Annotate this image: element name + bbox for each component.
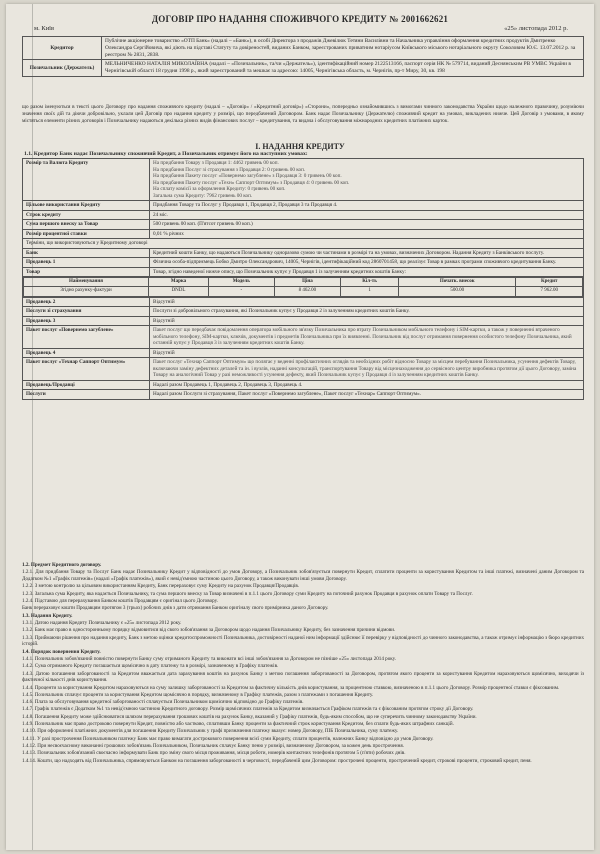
row-label: Послуги зі страхування	[23, 307, 150, 317]
row-label: Розмір та Валюта Кредиту	[23, 159, 150, 201]
body-paragraph: 1.4. Порядок повернення Кредиту.	[22, 648, 101, 655]
row-value: Фізична особа-підприємець Бобко Дмитро Олександрович, 14005, Чернігів, ідентифікаційний код 2860701458, що реалізує Товар в рамках програми споживчого кредитування Банку.	[150, 258, 584, 268]
body-paragraph: 1.4.5. Позичальник сплачує проценти за користування Кредитом щомісячно в порядку, визначеному в Графіку платежів, разом з платежами з погашення Кредиту.	[22, 691, 374, 698]
body-paragraph: 1.4.3. Датою погашення заборгованості за Кредитом вважається дата зарахування коштів на рахунок Банку з метою погашення заборгованості за Договором, протягом якого проценти за користування Кредитом нараховуються щомісячно, виходячи із фактичної кількості днів користування.	[22, 670, 584, 684]
parties-table	[22, 36, 584, 77]
body-paragraph: 1.4.13. Позичальник зобов'язаний своєчасно інформувати Банк про зміну свого місця проживання, місця роботи, номерів контактних телефонів протягом 5 (п'яти) робочих днів.	[22, 750, 406, 757]
row-value: 0,01 % річних	[150, 229, 584, 239]
goods-cell-value: 7 962.00	[516, 287, 583, 296]
row-value: Пакет послуг що передбачає повідомлення оператора мобільного зв'язку Позичальника про втрату Позичальником мобільного телефону і SIM-картки, а також у поверненні втраченого мобільного телефону, SIM-картки, ключів, документів і предметів Позичальника при їх виявленні. Позичальник від послуг отримання повернення особистого телефону Позичальника, який останній купує у Продавця 3 із залученням кредитних коштів Банку.	[150, 326, 584, 349]
body-paragraph: 1.4.2. Сума отриманого Кредиту погашається щомісячно в дату платежу та в розмірі, зазначеному в Графіку платежів.	[22, 663, 279, 670]
goods-header-cell: Модель	[209, 278, 275, 287]
contract-city: м. Київ	[34, 25, 55, 32]
row-label: Послуги	[23, 390, 150, 400]
document-page	[6, 4, 594, 850]
body-paragraph: 1.4.9. Позичальник має право достроково повернути Кредит, повністю або частково, сплативши Банку проценти за фактичний строк користування Кредитом, без сплати будь-яких штрафних санкцій.	[22, 721, 454, 728]
row-label: Сума першого внеску за Товар	[23, 220, 150, 230]
row-value: Відсутній	[150, 348, 584, 358]
row-value: Відсутній	[150, 297, 584, 307]
row-label: Розмір процентної ставки	[23, 229, 150, 239]
intro-paragraph: що разом іменуються в тексті цього Договору про надання споживчого кредиту (надалі – «Договір» / «Кредитний договір») «Сторони», попередньо ознайомившись з вимогами чинного законодавства України щодо належного правочину, розуміючи значення своїх дій та діючи добровільно, уклали цей Договір про надання кредиту у розмірі, що передбачений Договором. Банк надає Позичальнику (Держателю) споживчий кредит на умовах, викладених нижче. Цей Договір з умовами, в якому містяться елементи різних договорів і Позичальнику надаються декілька різних видів фінансових послуг – кредитування, та видача і обслуговування міжнародних кредитних платіжних карток.	[22, 104, 584, 124]
goods-header-cell: Ціна	[274, 278, 340, 287]
body-paragraph: 1.4.12. При несвоєчасному виконанні грошових зобов'язань Позичальником, Позичальник сплачує Банку пеню у розмірі, визначеному Договором, за кожен день прострочення.	[22, 743, 405, 750]
row-value: Пакет послуг «Технар Саппорт Оптимум» що полягає у веденні профілактичних оглядів та необхідних робіт відносно Товару за місцем перебування Позичальника, усунення дефектів Товару, включаючи заміну дефектних деталей та ін. і вузлів, наданні консультацій, транспортування Товару від місцезнаходження до сервісного центру виробника протягом дії цього Договору, заміна Товару на аналогічний Товар у разі неможливості усунення дефекту, який Позичальник купує у Продавця 4 із залученням кредитних коштів Банку.	[150, 358, 584, 381]
contract-body	[22, 562, 584, 765]
goods-cell	[23, 277, 584, 298]
goods-cell-value: 8 462.00	[274, 287, 340, 296]
body-paragraph: 1.4.1. Позичальник зобов'язаний повністю повернути Банку суму отриманого Кредиту та виконати всі інші зобов'язання за Договором не пізніше «25» листопада 2014 року.	[22, 655, 396, 662]
body-paragraph: 1.4.10. При оформленні платіжних документів для погашення Кредиту Позичальник у графі призначення платежу вказує: номер Договору, ПІБ Позичальника, суму платежу.	[22, 728, 399, 735]
row-label: Товар	[23, 267, 150, 277]
party-row-creditor	[23, 37, 584, 60]
row-label: Продавець 2	[23, 297, 150, 307]
amount-line: На придбання Послуг зі страхування з Продавця 2: 0 гривень 00 коп.	[153, 166, 306, 173]
body-paragraph: 1.3.3. Приймаючи рішення про надання кредиту, Банк з метою оцінки кредитоспроможності Позичальника, достовірності наданої ним інформації здійснює її перевірку у відповідності до чинного законодавства, а також отримує інформацію з бюро кредитних історій.	[22, 634, 584, 648]
goods-header-cell: Кіл-ть	[341, 278, 399, 287]
body-paragraph: 1.4.6. Плата за обслуговування кредитної заборгованості сплачується Позичальником щомісячно відповідно до Графіку платежів.	[22, 699, 304, 706]
amount-cell	[150, 159, 584, 201]
row-label: Пакет послуг «Повернемо загублене»	[23, 326, 150, 349]
row-value: Кредитний кошти Банку, що надаються Позичальнику одноразово сумою чи частинами в розмірі та на умовах, визначених Договором. Надання Кредиту з Банківського послугу.	[150, 248, 584, 258]
goods-cell-value: DNDL	[149, 287, 209, 296]
body-paragraph: 1.3.2. Банк має право в односторонньому порядку відмовитися від свого зобов'язання за Договором щодо надання Позичальнику Кредиту, без зазначення причини відмови.	[22, 627, 396, 634]
party-label: Кредитор	[23, 37, 102, 60]
amount-line: Загальна сума Кредиту: 7962 гривень 00 коп.	[153, 192, 253, 199]
row-value: 24 міс.	[150, 210, 584, 220]
body-paragraph: 1.3.1. Датою надання Кредиту Позичальнику є «25» листопада 2012 року.	[22, 619, 182, 626]
body-paragraph: 1.4.11. У разі прострочення Позичальником платежу Банк має право вимагати дострокового повернення всієї суми Кредиту, сплати процентів, належних Банку відповідно до умов Договору.	[22, 735, 434, 742]
row-label: Строк кредиту	[23, 210, 150, 220]
body-paragraph: 1.4.8. Погашення Кредиту може здійснюватися шляхом перерахування грошових коштів на рахунок Банку, вказаний у Графіку платежів, будь-яким способом, що не суперечить чинному законодавству України.	[22, 713, 477, 720]
row-label: Продавець 1	[23, 258, 150, 268]
party-text: Публічне акціонерне товариство «ОТП Банк» (надалі – «Банк»), в особі Директора з продажів Джевілюк Тетяни Василівни та Начальника управління оформлення кредитних продуктів Дмитренко Олександра Сергійовича, які діють на підставі Статуту та довіреностей, виданих Банком, зареєстрованих приватним нотаріусом Київського міського нотаріального округу Соколовим Ю.Є. 13.07.2012 р. за реєстром № 2831, 2838.	[102, 37, 584, 60]
amount-line: На придбання Пакету послуг «Техн» Саппорт Оптимум» з Продавця 4: 0 гривень 00 коп.	[153, 179, 350, 186]
body-paragraph: 1.4.14. Кошти, що надходять від Позичальника, спрямовуються Банком на погашення заборгованості в черговості, передбаченій цим Договором: прострочені проценти, прострочений кредит, строкові проценти, строковий кредит, пеня.	[22, 757, 532, 764]
row-label: Пакет послуг «Технар Саппорт Оптимум»	[23, 358, 150, 381]
goods-header-cell: Марка	[149, 278, 209, 287]
contract-title: ДОГОВІР ПРО НАДАННЯ СПОЖИВЧОГО КРЕДИТУ № 2001662621	[151, 14, 449, 24]
row-value: Надалі разом Продавець 1, Продавець 2, Продавець 3, Продавець 4.	[150, 380, 584, 390]
terms-header: Терміни, що використовуються у Кредитному договорі	[23, 239, 584, 249]
goods-header-cell: Кредит	[516, 278, 583, 287]
row-label: Продавець 3	[23, 316, 150, 326]
goods-header-cell: Найменування	[24, 278, 149, 287]
row-label: Цільове використання Кредиту	[23, 201, 150, 211]
credit-terms-table	[22, 158, 584, 400]
row-value: 500 гривень 00 коп. (П'ятсот гривень 00 коп.)	[150, 220, 584, 230]
body-paragraph: 1.2.4. Підставою для перерахування Банком коштів Продавцям є оригінал цього Договору.	[22, 597, 218, 604]
body-paragraph: 1.2. Предмет Кредитного договору.	[22, 562, 102, 568]
party-row-borrower	[23, 60, 584, 77]
body-paragraph: 1.2.3. Загальна сума Кредиту, яка надається Позичальнику, та сума першого внеску за Товар визначені в п.1.1 цього Договору суми Кредиту на поточний рахунок Продавця в рахунок оплати Товару та Послуг.	[22, 590, 473, 597]
goods-table	[23, 277, 583, 297]
subsection-heading: 1.1. Кредитор Банк надає Позичальнику споживчий Кредит, а Позичальник отримує його на наступних умовах:	[24, 151, 308, 157]
row-label: Продавець/Продавці	[23, 380, 150, 390]
goods-cell-value: 500.00	[399, 287, 516, 296]
row-value: Послуги зі добровільного страхування, які Позичальник купує у Продавця 2 із залученням кредитних коштів Банку.	[150, 307, 584, 317]
party-text: МЕЛЬНИЧЕНКО НАТАЛІЯ МИКОЛАЇВНА (надалі – «Позичальник», та/чи «Держатель»), ідентифікаційний номер 2122513166, паспорт серія НК № 579714, виданий Деснянським РВ УМВС України в Чернігівській області 18 грудня 1998 р., який зареєстрований та мешкає за адресою: 14005, Чернігівська область, м. Чернігів, пр-т Миру, 30, кв. 198	[102, 60, 584, 77]
row-label: Банк	[23, 248, 150, 258]
row-label: Продавець 4	[23, 348, 150, 358]
body-paragraph: Банк перераховує кошти Продавцям протягом 3 (трьох) робочих днів з дати отримання Банком оригіналу свого примірника даного Договору.	[22, 605, 329, 612]
party-label: Позичальник (Держатель)	[23, 60, 102, 77]
body-paragraph: 1.4.7. Графік платежів є Додатком №1 та невід'ємною частиною Кредитного договору. Розмір щомісячних платежів за Кредитом визначається Графіком платежів та є фіксованим протягом строку дії Договору.	[22, 706, 474, 713]
goods-cell-value: 1	[341, 287, 399, 296]
contract-date: «25» листопада 2012 р.	[504, 25, 568, 32]
section-heading: І. НАДАННЯ КРЕДИТУ	[255, 142, 345, 151]
body-paragraph: 1.2.2. З метою контролю за цільовим використанням Кредиту, Банк перераховує суму Кредиту на рахунок Продавця/Продавців.	[22, 583, 300, 590]
body-paragraph: 1.3. Надання Кредиту.	[22, 612, 73, 619]
amount-line: На сплату комісії за оформлення Кредиту: 0 гривень 00 коп.	[153, 186, 286, 192]
goods-cell-value: Згідно рахунку-фактури	[24, 287, 149, 296]
body-paragraph: 1.2.1. Для придбання Товару та Послуг Банк надає Позичальнику Кредит у відповідності до умов Договору, а Позичальник зобов'язується повернути Кредит, сплатити проценти за користування Кредитом та інші платежі, визначені даним Договором та Додатком №1 «Графік платежів» (надалі «Графік платежів»), який є невід'ємною частиною цього Договору, а також виконувати інші умови Договору.	[22, 569, 584, 583]
amount-line: На придбання Пакету послуг «Повернемо загублене» з Продавця 3: 0 гривень 00 коп.	[153, 173, 342, 179]
goods-header-cell: Початк. внесок	[399, 278, 516, 287]
amount-line: На придбання Товару з Продавця 1: 4462 гривень 00 коп.	[153, 160, 279, 166]
row-value: Надалі разом Послуги зі страхування, Пакет послуг «Повернемо загублене», Пакет послуг «Технар» Саппорт Оптимум».	[150, 390, 584, 400]
body-paragraph: 1.4.4. Проценти за користування Кредитом нараховуються на суму залишку заборгованості за Кредитом за фактичну кількість днів користування, за процентною ставкою, визначеною в п.1.1 цього Договору. Розмір процентної ставки є фіксованим.	[22, 684, 560, 691]
row-value: Товар, згідно наведеної нижче опису, що Позичальник купує у Продавця 1 із залученням кредитних коштів Банку:	[150, 267, 584, 277]
row-value: Відсутній	[150, 316, 584, 326]
row-value: Придбання Товару та Послуг у Продавця 1, Продавця 2, Продавця 3 та Продавця 4.	[150, 201, 584, 211]
goods-cell-value: -	[209, 287, 275, 296]
